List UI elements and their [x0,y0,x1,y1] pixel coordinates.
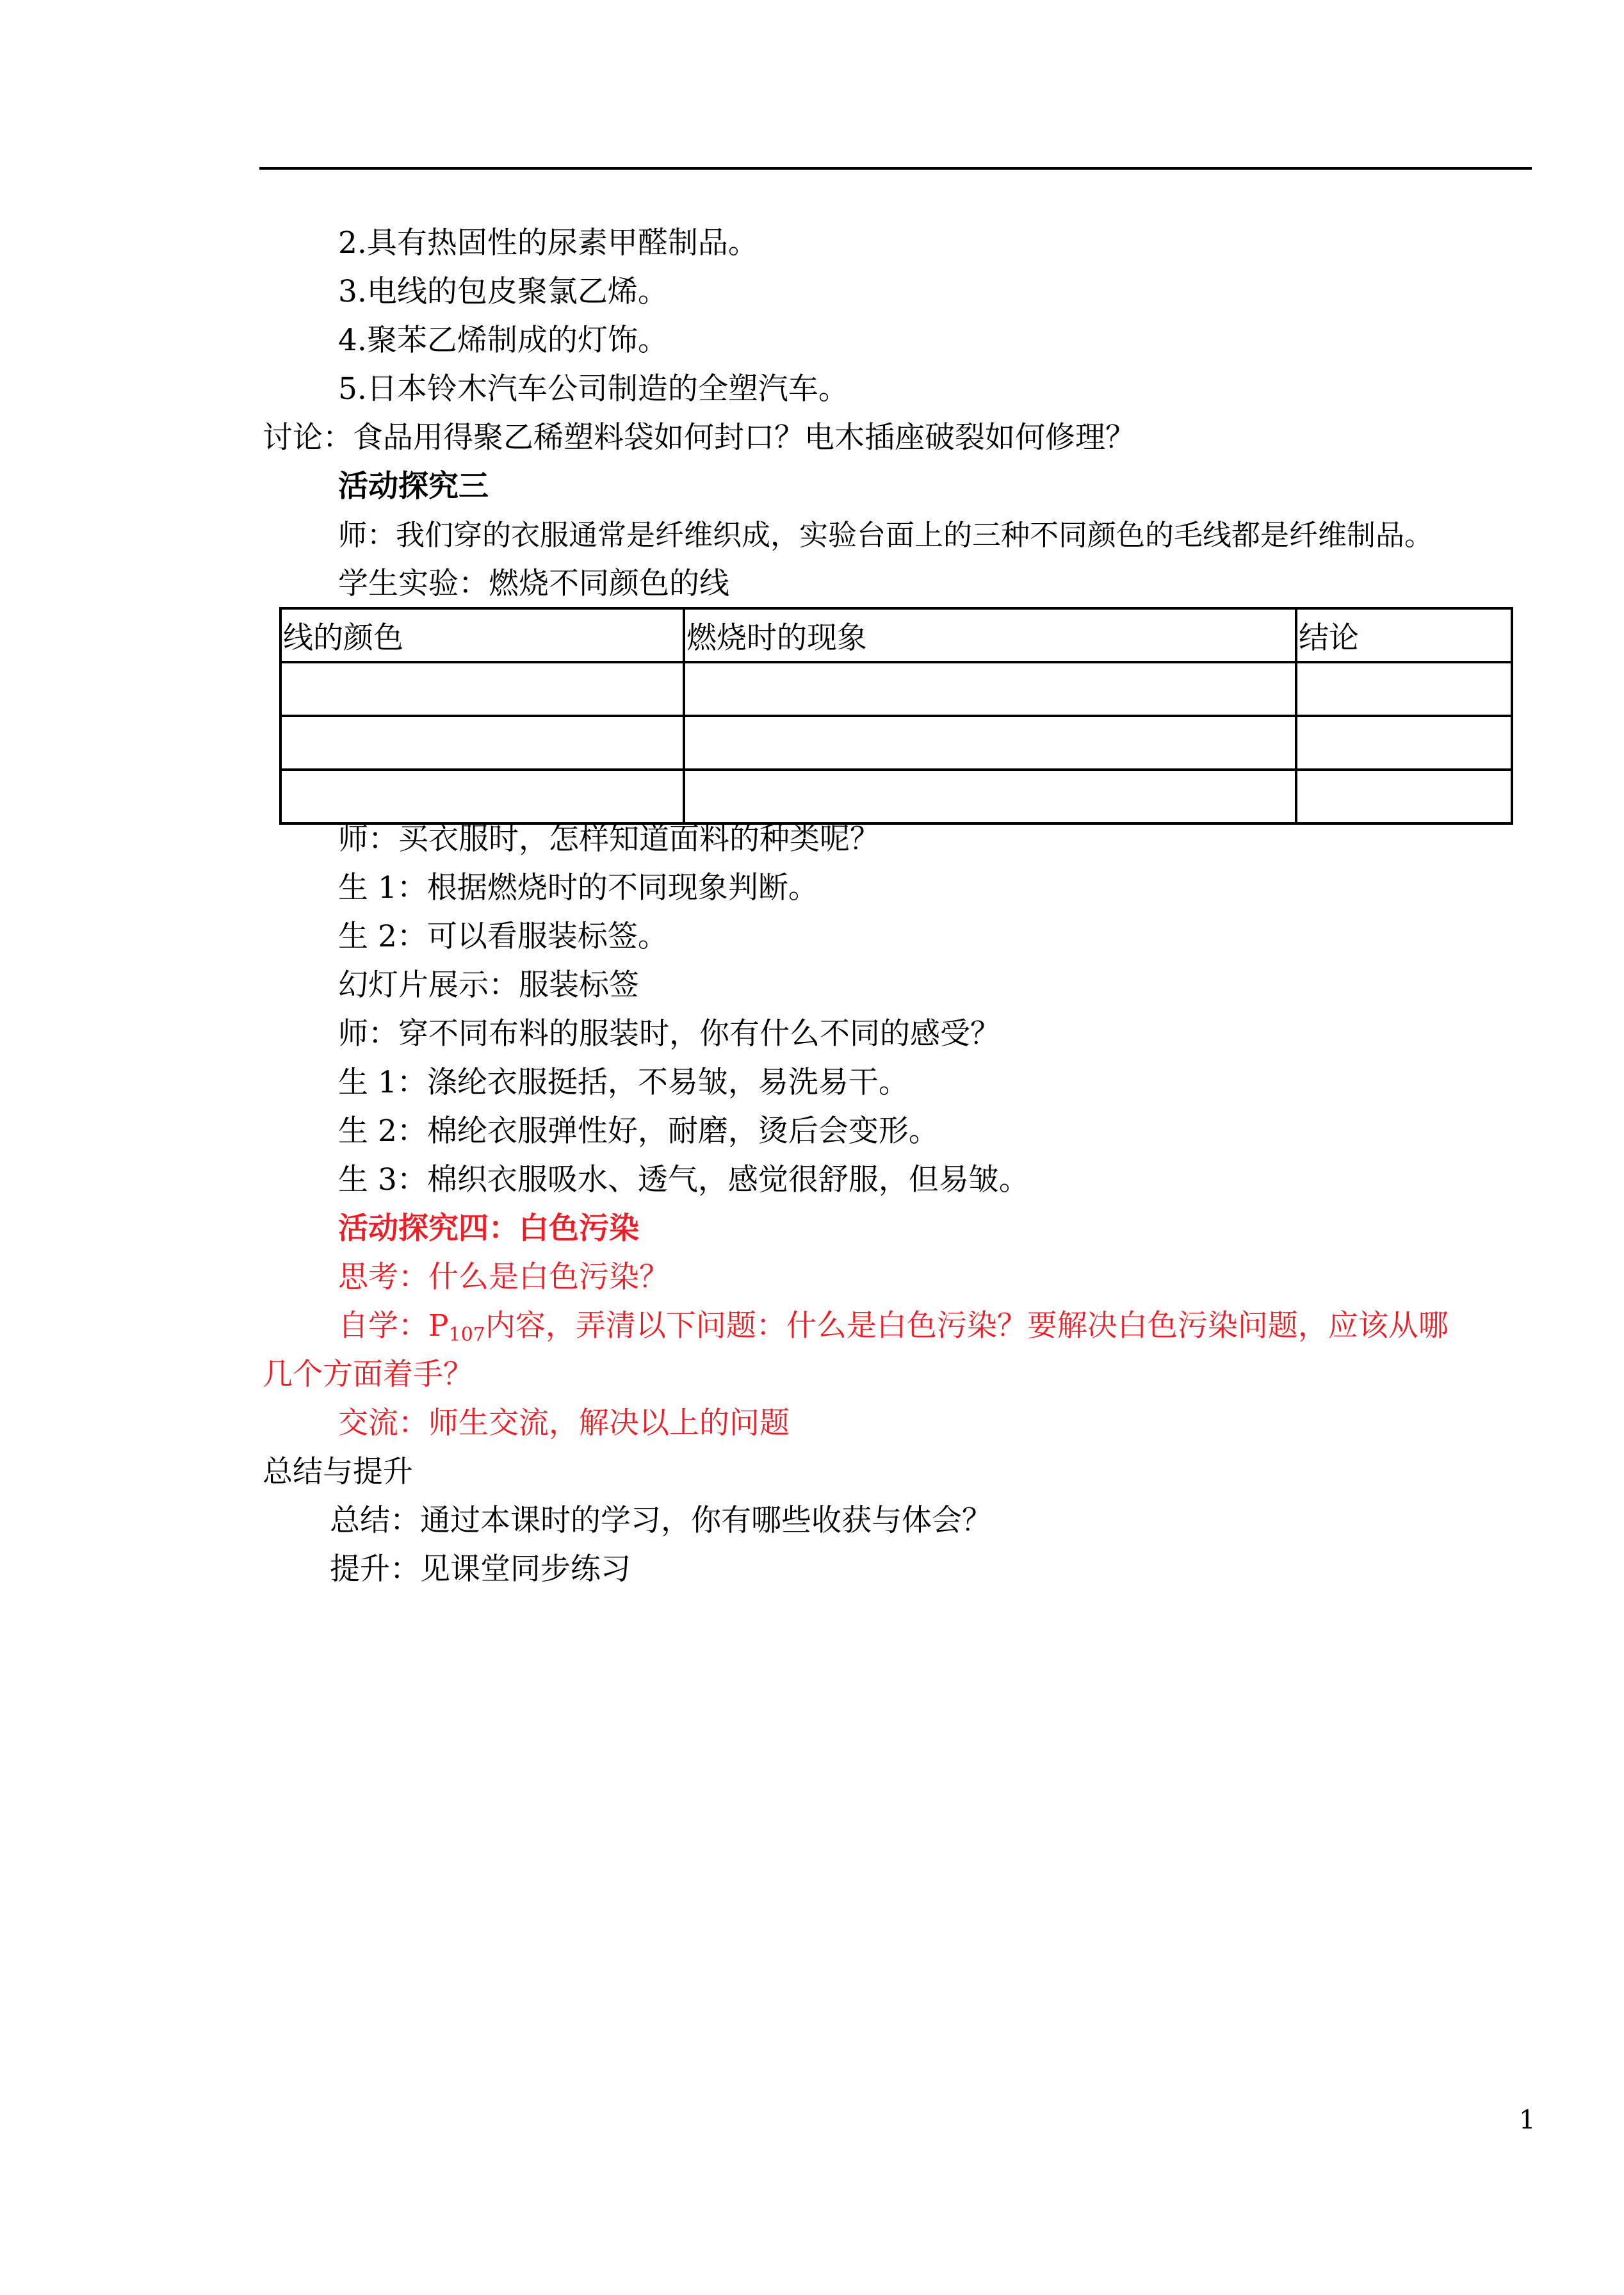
table-cell [684,662,1296,716]
table-cell [1296,716,1512,770]
dialogue-line: 生 1：涤纶衣服挺括，不易皱，易洗易干。 [338,1065,909,1100]
table-cell [684,770,1296,823]
list-item: 5.日本铃木汽车公司制造的全塑汽车。 [338,371,849,407]
table-cell [1296,770,1512,823]
page-number: 1 [1519,2105,1536,2135]
dialogue-line: 生 3：棉织衣服吸水、透气，感觉很舒服，但易皱。 [338,1162,1029,1197]
dialogue-line: 生 2：可以看服装标签。 [338,919,668,954]
table-header-cell: 燃烧时的现象 [684,608,1296,662]
summary-text: 总结：通过本课时的学习，你有哪些收获与体会？ [330,1503,992,1538]
list-item: 3.电线的包皮聚氯乙烯。 [338,274,668,309]
table-cell [1296,662,1512,716]
table-cell [280,716,684,770]
table-header-cell: 线的颜色 [280,608,684,662]
page-ref-subscript: 107 [448,1324,485,1346]
self-study-continuation: 几个方面着手？ [263,1357,473,1392]
activity3-heading: 活动探究三 [338,469,489,504]
think-question: 思考：什么是白色污染？ [338,1260,669,1295]
header-rule [259,167,1532,170]
experiment-table [279,607,1513,825]
table-row [280,662,1512,716]
improve-text: 提升：见课堂同步练习 [330,1552,631,1587]
dialogue-line: 幻灯片展示：服装标签 [338,968,639,1003]
experiment-title: 学生实验：燃烧不同颜色的线 [338,566,729,601]
table-header-row [280,608,1512,662]
activity4-heading: 活动探究四：白色污染 [338,1211,639,1246]
teacher-intro: 师：我们穿的衣服通常是纤维织成，实验台面上的三种不同颜色的毛线都是纤维制品。 [338,518,1434,552]
exchange-text: 交流：师生交流，解决以上的问题 [338,1406,790,1441]
self-study-line [338,1307,1449,1354]
table-row [280,770,1512,823]
list-item: 4.聚苯乙烯制成的灯饰。 [338,323,668,358]
dialogue-line: 师：买衣服时，怎样知道面料的种类呢？ [338,822,880,857]
table-header-cell: 结论 [1296,608,1512,662]
list-item: 2.具有热固性的尿素甲醛制品。 [338,225,758,261]
dialogue-line: 师：穿不同布料的服装时，你有什么不同的感受？ [338,1016,1000,1051]
table-row [280,716,1512,770]
table-cell [280,770,684,823]
table-cell [280,662,684,716]
self-study-rest: 内容，弄清以下问题：什么是白色污染？要解决白色污染问题，应该从哪 [485,1308,1449,1343]
table-cell [684,716,1296,770]
self-study-prefix: 自学：P [338,1308,449,1343]
dialogue-line: 生 2：棉纶衣服弹性好，耐磨，烫后会变形。 [338,1114,939,1149]
dialogue-line: 生 1：根据燃烧时的不同现象判断。 [338,870,818,905]
summary-heading: 总结与提升 [263,1454,413,1489]
discussion-text: 讨论：食品用得聚乙稀塑料袋如何封口？电木插座破裂如何修理？ [263,420,1135,455]
